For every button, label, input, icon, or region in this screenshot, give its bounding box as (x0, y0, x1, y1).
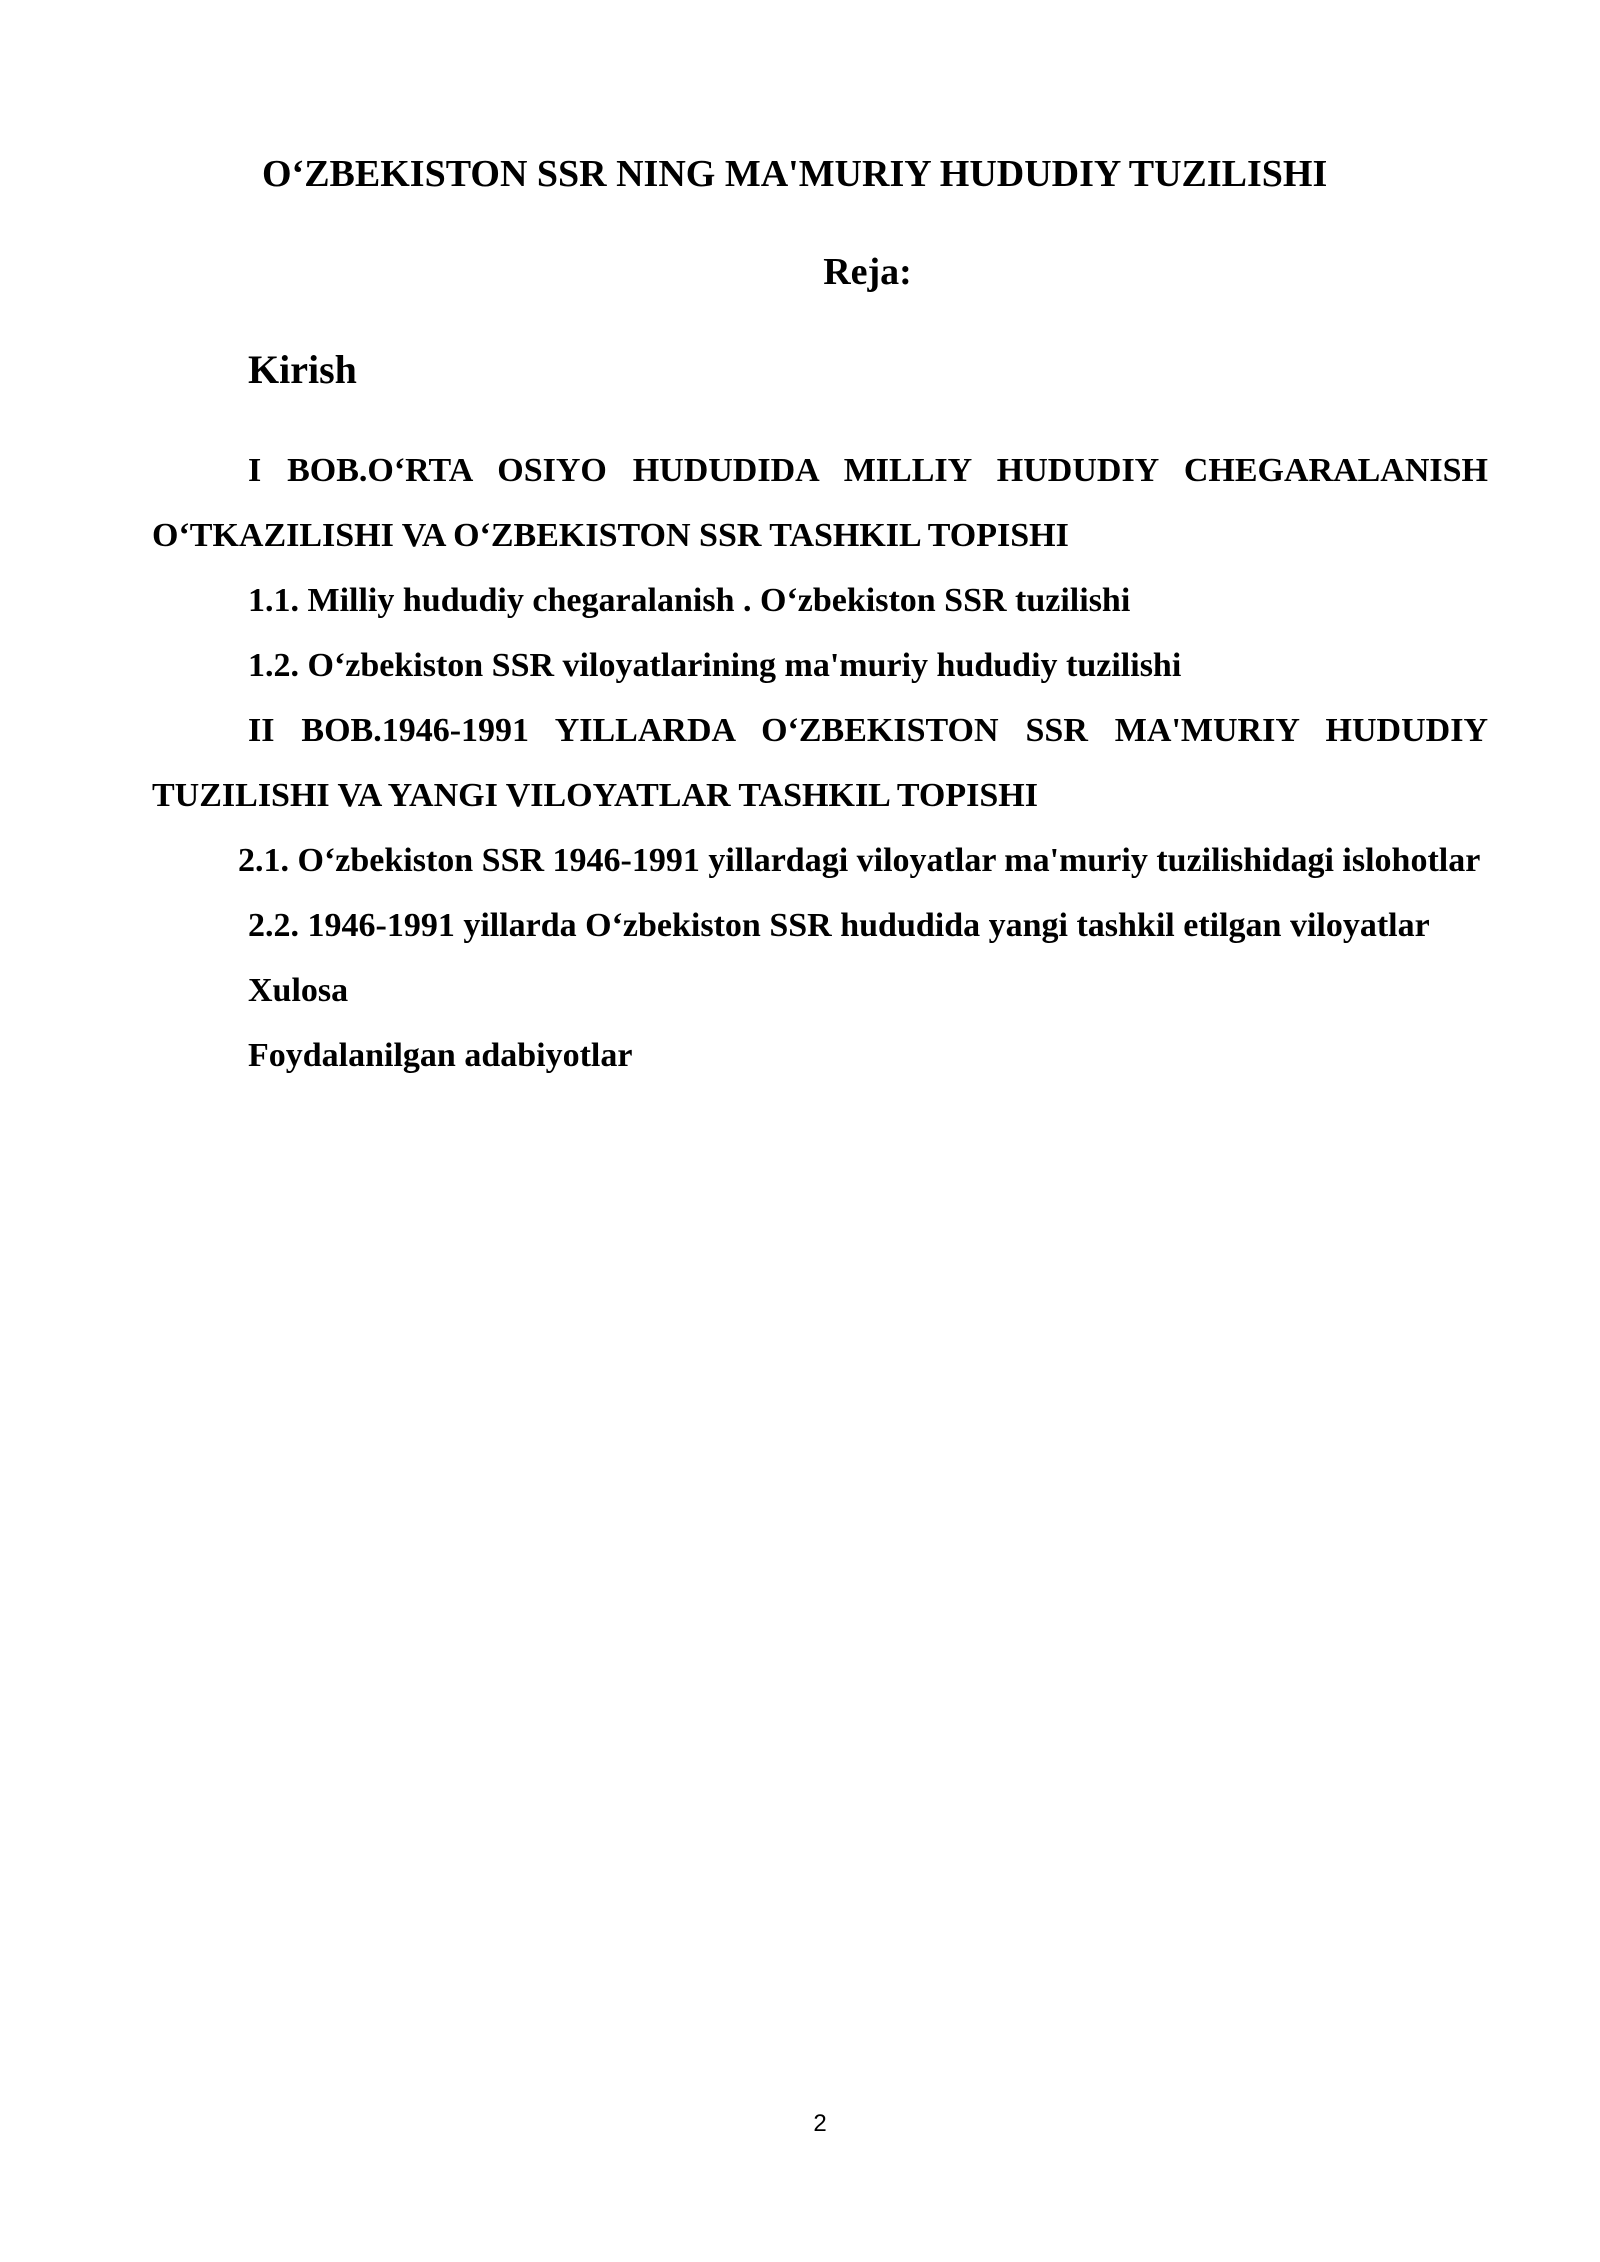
toc-references: Foydalanilgan adabiyotlar (248, 1037, 633, 1074)
intro-heading: Kirish (248, 347, 357, 392)
toc-chapter-2: II BOB.1946-1991 YILLARDA O‘ZBEKISTON SSR MA'MURIY HUDUDIY TUZILISHI VA YANGI VILOYATLAR TASHKIL TOPISHI (152, 712, 1488, 814)
toc-section-2-2: 2.2. 1946-1991 yillarda O‘zbekiston SSR hududida yangi tashkil etilgan viloyatlar (248, 907, 1430, 944)
toc-chapter-1: I BOB.O‘RTA OSIYO HUDUDIDA MILLIY HUDUDIY CHEGARALANISH O‘TKAZILISHI VA O‘ZBEKISTON SSR TASHKIL TOPISHI (152, 452, 1488, 554)
toc-conclusion: Xulosa (248, 972, 349, 1009)
toc-section-1-1: 1.1. Milliy hududiy chegaralanish . O‘zbekiston SSR tuzilishi (248, 582, 1131, 619)
toc-section-1-2: 1.2. O‘zbekiston SSR viloyatlarining ma'muriy hududiy tuzilishi (248, 647, 1182, 684)
table-of-contents (152, 438, 1488, 1088)
toc-section-2-1: 2.1. O‘zbekiston SSR 1946-1991 yillardagi viloyatlar ma'muriy tuzilishidagi islohotlar (238, 842, 1481, 879)
page-number: 2 (813, 2110, 827, 2137)
document-title: O‘ZBEKISTON SSR NING MA'MURIY HUDUDIY TUZILISHI (262, 153, 1328, 195)
plan-heading: Reja: (823, 251, 912, 293)
